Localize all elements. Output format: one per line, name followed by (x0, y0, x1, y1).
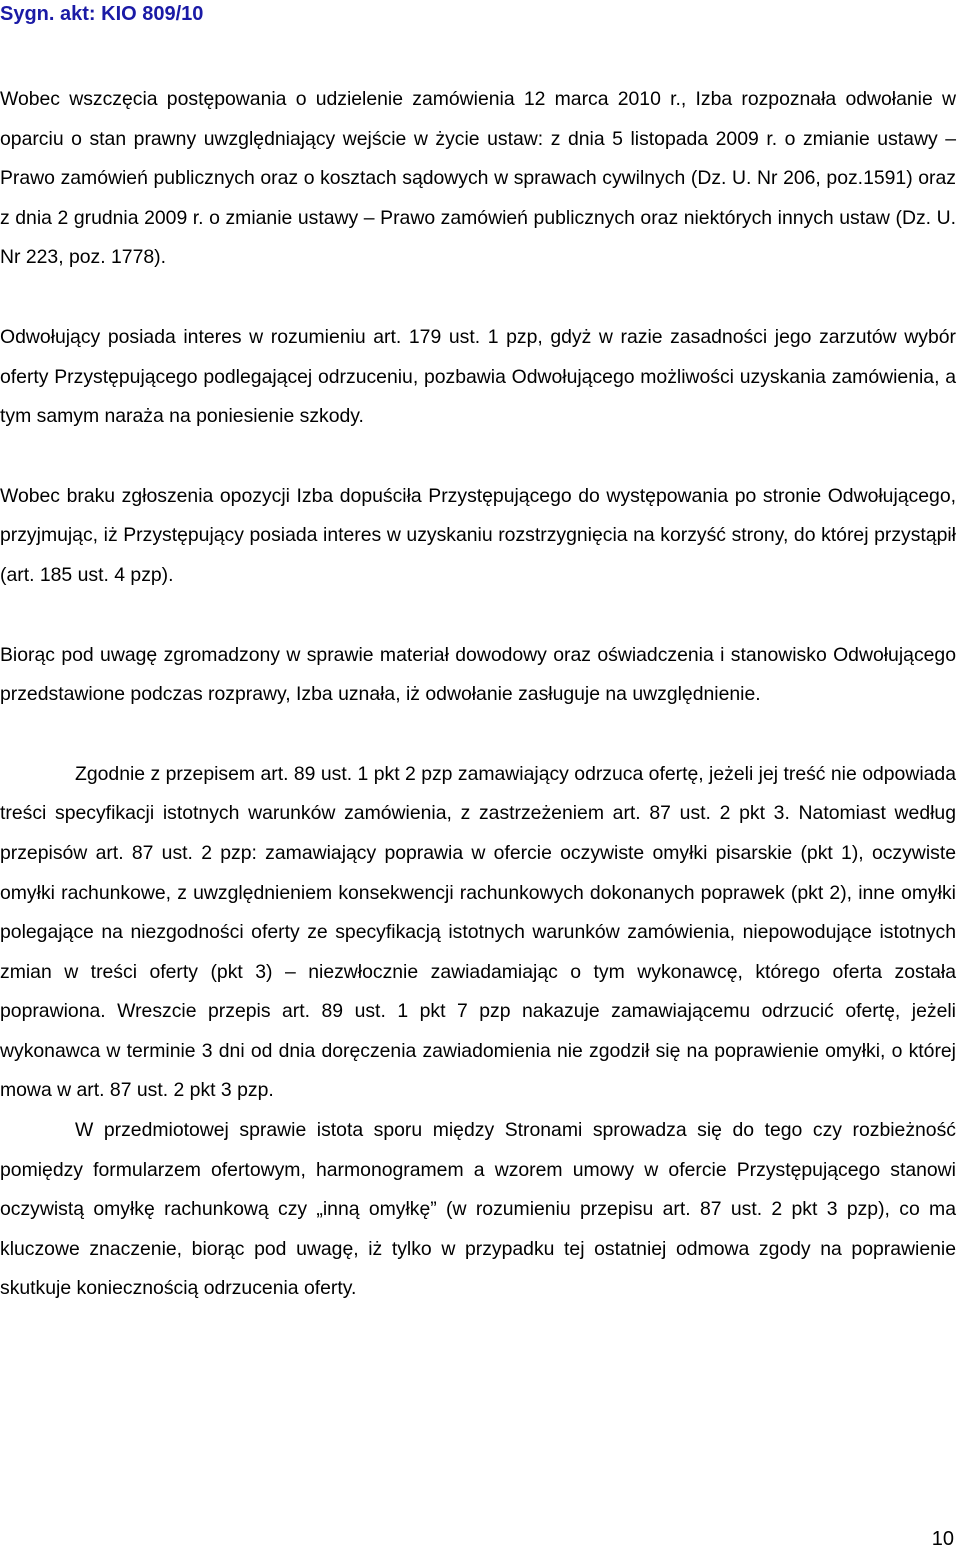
paragraph-legal-basis: Wobec wszczęcia postępowania o udzielenie zamówienia 12 marca 2010 r., Izba rozpoznała odwołanie w oparciu o stan prawny uwzględniający wejście w życie ustaw: z dnia 5 listopada 2009 r. o zmianie ustawy – Prawo zamówień publicznych oraz o kosztach sądowych w sprawach cywilnych (Dz. U. Nr 206, poz.1591) oraz z dnia 2 grudnia 2009 r. o zmianie ustawy – Prawo zamówień publicznych oraz niektórych innych ustaw (Dz. U. Nr 223, poz. 1778). (0, 88, 956, 269)
paragraph-provisions: Zgodnie z przepisem art. 89 ust. 1 pkt 2 pzp zamawiający odrzuca ofertę, jeżeli jej treść nie odpowiada treści specyfikacji istotnych warunków zamówienia, z zastrzeżeniem art. 87 ust. 2 pkt 3. Natomiast według przepisów art. 87 ust. 2 pzp: zamawiający poprawia w ofercie oczywiste omyłki pisarskie (pkt 1), oczywiste omyłki rachunkowe, z uwzględnieniem konsekwencji rachunkowych dokonanych poprawek (pkt 2), inne omyłki polegające na niezgodności oferty ze specyfikacją istotnych warunków zamówienia, niepowodujące istotnych zmian w treści oferty (pkt 3) – niezwłocznie zawiadamiając o tym wykonawcę, którego oferta została poprawiona. Wreszcie przepis art. 89 ust. 1 pkt 7 pzp nakazuje zamawiającemu odrzucić ofertę, jeżeli wykonawca w terminie 3 dni od dnia doręczenia zawiadomienia nie zgodził się na poprawienie omyłki, o której mowa w art. 87 ust. 2 pkt 3 pzp. (0, 762, 956, 1102)
case-signature: Sygn. akt: KIO 809/10 (0, 3, 204, 25)
paragraph-interest: Odwołujący posiada interes w rozumieniu art. 179 ust. 1 pzp, gdyż w razie zasadności jego zarzutów wybór oferty Przystępującego podlegającej odrzuceniu, pozbawia Odwołującego możliwości uzyskania zamówienia, a tym samym naraża na poniesienie szkody. (0, 325, 956, 428)
page-number: 10 (931, 1528, 954, 1550)
document-body (0, 80, 956, 1309)
paragraph-dispute: W przedmiotowej sprawie istota sporu między Stronami sprowadza się do tego czy rozbieżność pomiędzy formularzem ofertowym, harmonogramem a wzorem umowy w ofercie Przystępującego stanowi oczywistą omyłkę rachunkową czy „inną omyłkę” (w rozumieniu przepisu art. 87 ust. 2 pkt 3 pzp), co ma kluczowe znaczenie, biorąc pod uwagę, iż tylko w przypadku tej ostatniej odmowa zgody na poprawienie skutkuje koniecznością odrzucenia oferty. (0, 1119, 956, 1300)
paragraph-decision: Biorąc pod uwagę zgromadzony w sprawie materiał dowodowy oraz oświadczenia i stanowisko Odwołującego przedstawione podczas rozprawy, Izba uznała, iż odwołanie zasługuje na uwzględnienie. (0, 643, 956, 706)
paragraph-intervenor: Wobec braku zgłoszenia opozycji Izba dopuściła Przystępującego do występowania po stronie Odwołującego, przyjmując, iż Przystępujący posiada interes w uzyskaniu rozstrzygnięcia na korzyść strony, do której przystąpił (art. 185 ust. 4 pzp). (0, 484, 956, 586)
